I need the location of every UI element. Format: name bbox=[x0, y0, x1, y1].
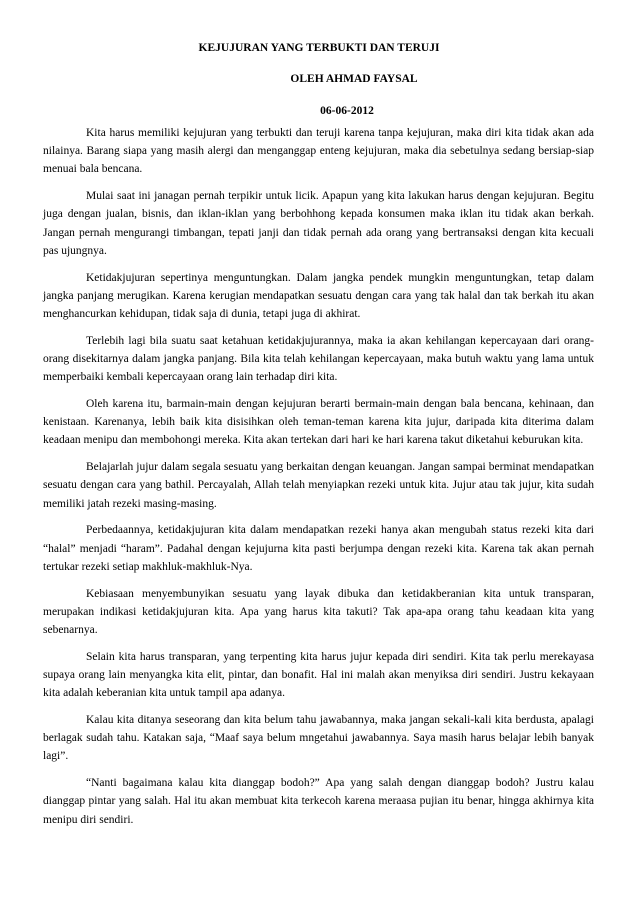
document-author: OLEH AHMAD FAYSAL bbox=[290, 73, 418, 85]
paragraph: Mulai saat ini janagan pernah terpikir untuk licik. Apapun yang kita lakukan harus dengan kejujuran. Begitu juga dengan jualan, bisnis, dan iklan-iklan yang berbohhong kepada konsumen maka iklan itu tidak akan berkah. Jangan pernah mengurangi timbangan, tepati janji dan tidak pernah ada orang yang bertransaksi dengan kita kecuali pas ujungnya. bbox=[43, 190, 594, 257]
paragraph: “Nanti bagaimana kalau kita dianggap bodoh?” Apa yang salah dengan dianggap bodoh? Justru kalau dianggap pintar yang salah. Hal itu akan membuat kita terkecoh karena meraasa pujian itu benar, hingga akhirnya kita menipu diri sendiri. bbox=[43, 777, 594, 826]
document-title: KEJUJURAN YANG TERBUKTI DAN TERUJI bbox=[198, 42, 440, 54]
document-date: 06-06-2012 bbox=[320, 105, 374, 117]
paragraph: Ketidakjujuran sepertinya menguntungkan. Dalam jangka pendek mungkin menguntungkan, tetap dalam jangka panjang merugikan. Karena kerugian mendapatkan sesuatu dengan cara yang tak halal dan tak berkah itu akan menghancurkan kehidupan, tidak saja di dunia, tetapi juga di akhirat. bbox=[43, 271, 594, 321]
paragraph: Kalau kita ditanya seseorang dan kita belum tahu jawabannya, maka jangan sekali-kali kita berdusta, apalagi berlagak sudah tahu. Katakan saja, “Maaf saya belum mngetahui jawabannya. Saya masih harus belajar lebih banyak lagi”. bbox=[43, 714, 594, 763]
paragraph: Perbedaannya, ketidakjujuran kita dalam mendapatkan rezeki hanya akan mengubah status rezeki kita dari “halal” menjadi “haram”. Padahal dengan kejujurna kita pasti berjumpa dengan rezeki kita. Karena tak akan pernah tertukar rezeki setiap makhluk-makhluk-Nya. bbox=[43, 524, 594, 573]
paragraph: Oleh karena itu, barmain-main dengan kejujuran berarti bermain-main dengan bala bencana, kehinaan, dan kenistaan. Karenanya, lebih baik kita disisihkan oleh teman-teman karena kita jujur, daripada kita diterima dalam keadaan menipu dan membohongi mereka. Kita akan tertekan dari hari ke hari karena takut diketahui keburukan kita. bbox=[43, 398, 594, 447]
paragraph: Terlebih lagi bila suatu saat ketahuan ketidakjujurannya, maka ia akan kehilangan kepercayaan dari orang-orang disekitarnya dalam jangka panjang. Bila kita telah kehilangan kepercayaan, maka butuh waktu yang lama untuk memperbaiki kembali kepercayaan orang lain terhadap diri kita. bbox=[43, 334, 594, 384]
document-body bbox=[43, 124, 594, 837]
paragraph: Selain kita harus transparan, yang terpenting kita harus jujur kepada diri sendiri. Kita tak perlu merekayasa supaya orang lain menyangka kita elit, pintar, dan bonafit. Hal ini malah akan menyiksa diri sendiri. Justru kekayaan kita adalah keberanian kita untuk tampil apa adanya. bbox=[43, 650, 594, 700]
paragraph: Belajarlah jujur dalam segala sesuatu yang berkaitan dengan keuangan. Jangan sampai berminat mendapatkan sesuatu dengan cara yang bathil. Percayalah, Allah telah menyiapkan rezeki untuk kita. Jujur atau tak jujur, kita sudah memiliki jatah rezeki masing-masing. bbox=[43, 461, 594, 510]
paragraph: Kita harus memiliki kejujuran yang terbukti dan teruji karena tanpa kejujuran, maka diri kita tidak akan ada nilainya. Barang siapa yang masih alergi dan menganggap enteng kejujuran, maka dia sebetulnya sedang bersiap-siap menuai bala bencana. bbox=[43, 127, 594, 176]
paragraph: Kebiasaan menyembunyikan sesuatu yang layak dibuka dan ketidakberanian kita untuk transparan, merupakan indikasi ketidakjujuran kita. Apa yang harus kita takuti? Tak apa-apa orang tahu keadaan kita yang sebenarnya. bbox=[43, 587, 594, 637]
